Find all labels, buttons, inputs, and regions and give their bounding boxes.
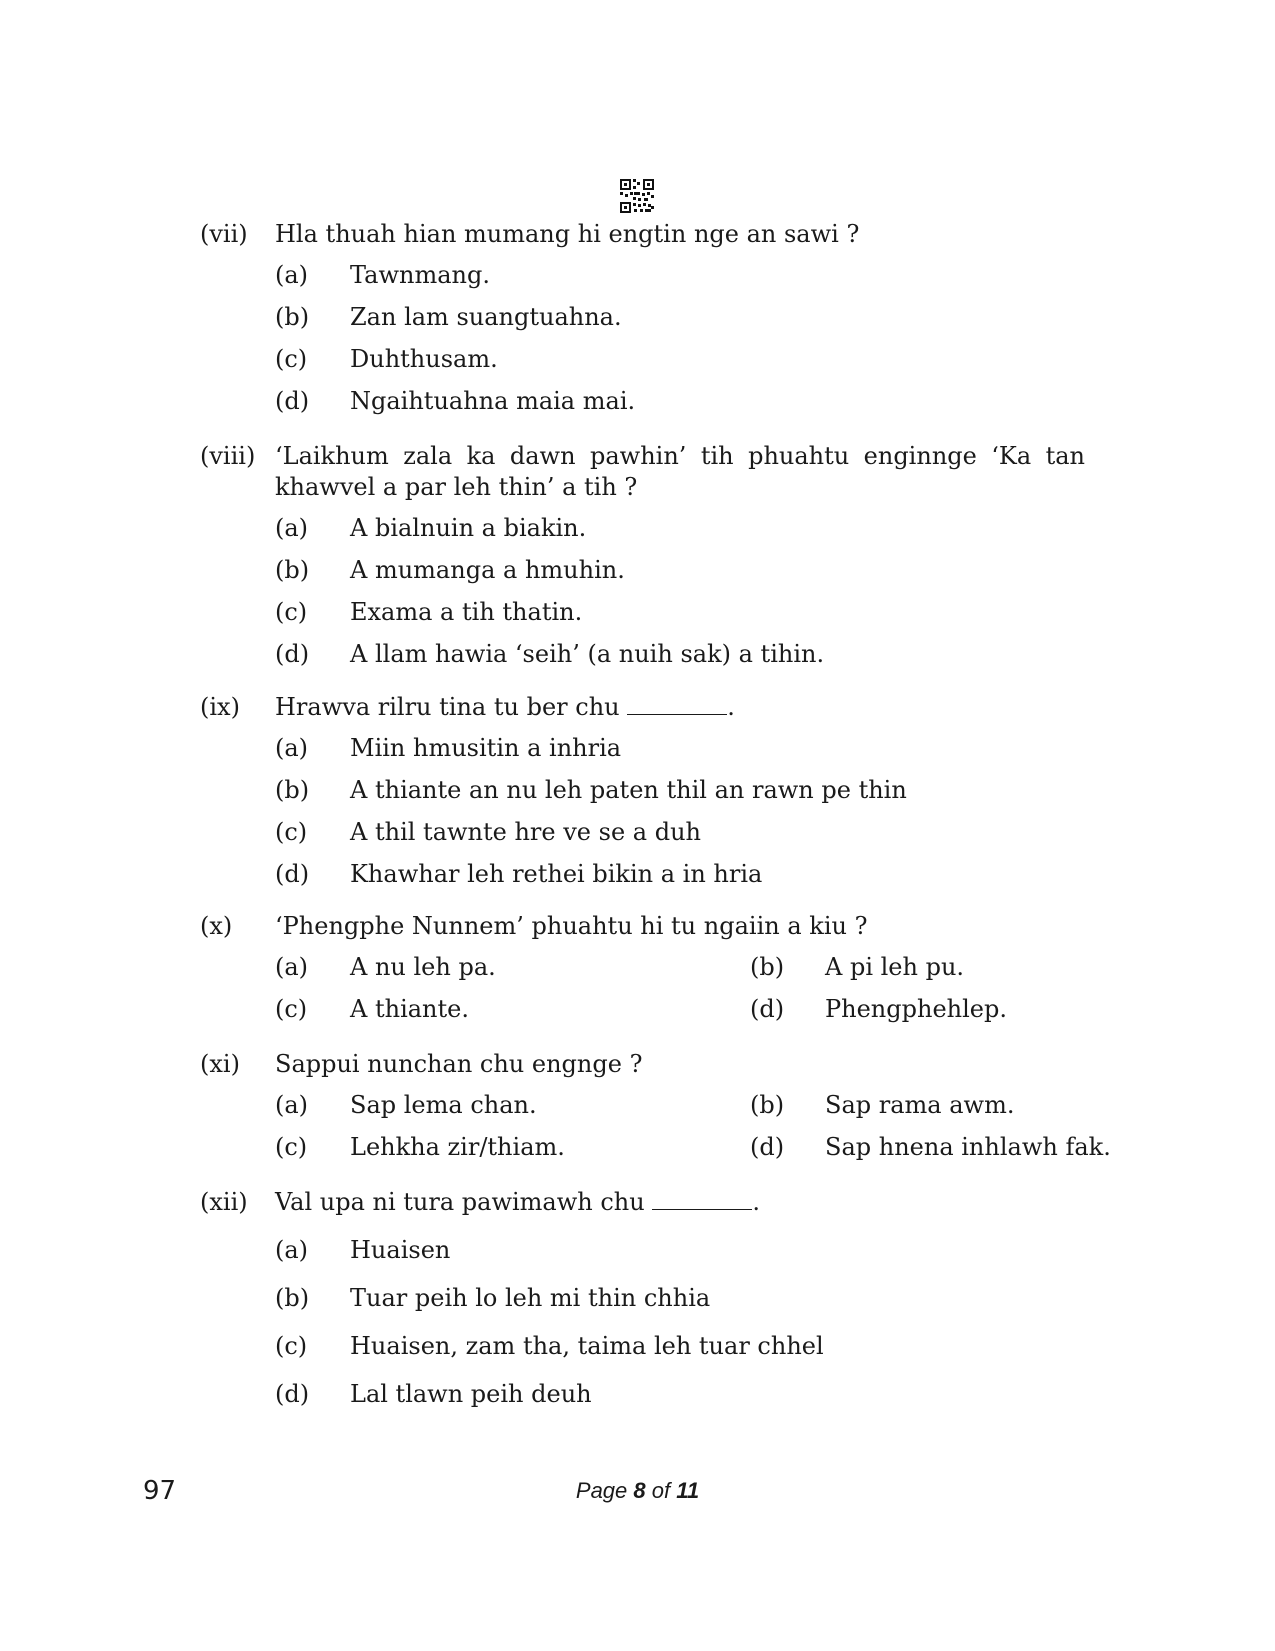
option-text: Duhthusam. — [350, 345, 498, 373]
question-xi — [200, 1049, 1111, 1168]
options-grid — [275, 946, 1085, 1030]
option-c — [275, 811, 1085, 853]
question-number: (xi) — [200, 1050, 240, 1078]
option-label: (a) — [275, 261, 309, 289]
question-number: (viii) — [200, 442, 256, 470]
option-b-text: A pi leh pu. — [825, 953, 965, 981]
option-text: A llam hawia ‘seih’ (a nuih sak) a tihin. — [350, 640, 825, 668]
option-c — [275, 338, 1085, 380]
option-a-label: (a) — [275, 1091, 309, 1119]
option-d — [275, 1370, 1085, 1418]
option-b-label: (b) — [750, 1091, 785, 1119]
question-text: Hla thuah hian mumang hi engtin nge an sawi ? — [275, 220, 860, 248]
option-text: Huaisen, zam tha, taima leh tuar chhel — [350, 1332, 824, 1360]
options-grid — [275, 1084, 1111, 1168]
option-d — [275, 633, 1085, 675]
option-label: (a) — [275, 1236, 309, 1264]
option-label: (c) — [275, 818, 308, 846]
answer-blank — [627, 694, 727, 715]
option-d-text: Phengphehlep. — [825, 995, 1007, 1023]
options-row-2 — [275, 988, 1085, 1030]
option-label: (b) — [275, 1284, 310, 1312]
option-text: Huaisen — [350, 1236, 451, 1264]
option-text: A mumanga a hmuhin. — [350, 556, 625, 584]
option-label: (a) — [275, 734, 309, 762]
question-text: ‘Phengphe Nunnem’ phuahtu hi tu ngaiin a kiu ? — [275, 912, 868, 940]
answer-blank — [652, 1189, 752, 1210]
option-text: Miin hmusitin a inhria — [350, 734, 622, 762]
question-viii — [200, 441, 1085, 675]
option-label: (d) — [275, 640, 310, 668]
option-a-label: (a) — [275, 953, 309, 981]
options-list — [275, 727, 1085, 895]
page-word: Page — [575, 1478, 628, 1503]
option-b — [275, 769, 1085, 811]
option-a — [275, 727, 1085, 769]
question-text: Hrawva rilru tina tu ber chu — [275, 693, 620, 721]
question-text-line: Val upa ni tura pawimawh chu . — [275, 1188, 760, 1216]
options-list — [275, 1226, 1085, 1418]
question-number: (xii) — [200, 1188, 248, 1216]
option-d-label: (d) — [750, 995, 785, 1023]
question-text: Sappui nunchan chu engnge ? — [275, 1050, 643, 1078]
option-b-label: (b) — [750, 953, 785, 981]
options-list — [275, 254, 1085, 422]
option-c — [275, 591, 1085, 633]
question-text-line: Hrawva rilru tina tu ber chu . — [275, 693, 735, 721]
option-c-label: (c) — [275, 995, 308, 1023]
question-vii — [200, 219, 1085, 422]
option-d-text: Sap hnena inhlawh fak. — [825, 1133, 1111, 1161]
option-b — [275, 296, 1085, 338]
option-label: (b) — [275, 776, 310, 804]
option-label: (d) — [275, 860, 310, 888]
option-c-text: A thiante. — [350, 995, 469, 1023]
page-total: 11 — [676, 1478, 700, 1503]
option-label: (c) — [275, 345, 308, 373]
option-label: (d) — [275, 387, 310, 415]
option-label: (c) — [275, 598, 308, 626]
option-text: Tawnmang. — [350, 261, 490, 289]
page-number: 8 — [633, 1478, 646, 1503]
option-text: A thiante an nu leh paten thil an rawn pe thin — [350, 776, 907, 804]
option-text: Lal tlawn peih deuh — [350, 1380, 592, 1408]
option-text: Ngaihtuahna maia mai. — [350, 387, 636, 415]
option-label: (c) — [275, 1332, 308, 1360]
option-text: Zan lam suangtuahna. — [350, 303, 622, 331]
option-b — [275, 549, 1085, 591]
question-x — [200, 911, 1085, 1030]
question-number: (x) — [200, 912, 233, 940]
page-indicator — [0, 1478, 1275, 1504]
option-label: (a) — [275, 514, 309, 542]
option-text: Khawhar leh rethei bikin a in hria — [350, 860, 763, 888]
option-d — [275, 380, 1085, 422]
question-text: ‘Laikhum zala ka dawn pawhin’ tih phuahtu enginnge ‘Ka tan khawvel a par leh thin’ a tih ? — [275, 442, 1085, 501]
options-row-1 — [275, 946, 1085, 988]
option-text: Exama a tih thatin. — [350, 598, 583, 626]
option-label: (b) — [275, 303, 310, 331]
option-a — [275, 1226, 1085, 1274]
options-row-1 — [275, 1084, 1085, 1126]
option-text: A bialnuin a biakin. — [350, 514, 587, 542]
question-xii — [200, 1187, 1085, 1418]
option-label: (b) — [275, 556, 310, 584]
options-list — [275, 507, 1085, 675]
of-word: of — [651, 1478, 671, 1503]
option-a — [275, 507, 1085, 549]
option-text: Tuar peih lo leh mi thin chhia — [350, 1284, 711, 1312]
question-text: Val upa ni tura pawimawh chu — [275, 1188, 645, 1216]
option-c-text: Lehkha zir/thiam. — [350, 1133, 565, 1161]
option-c-label: (c) — [275, 1133, 308, 1161]
option-label: (d) — [275, 1380, 310, 1408]
option-c — [275, 1322, 1085, 1370]
options-row-2 — [275, 1126, 1111, 1168]
question-number: (ix) — [200, 693, 240, 721]
option-a-text: A nu leh pa. — [350, 953, 496, 981]
question-number: (vii) — [200, 220, 248, 248]
option-b — [275, 1274, 1085, 1322]
paper-code: 97 — [143, 1476, 177, 1506]
option-a-text: Sap lema chan. — [350, 1091, 537, 1119]
option-d — [275, 853, 1085, 895]
option-b-text: Sap rama awm. — [825, 1091, 1015, 1119]
question-ix — [200, 692, 1085, 895]
option-a — [275, 254, 1085, 296]
qr-code-icon — [619, 178, 655, 214]
option-text: A thil tawnte hre ve se a duh — [350, 818, 701, 846]
option-d-label: (d) — [750, 1133, 785, 1161]
